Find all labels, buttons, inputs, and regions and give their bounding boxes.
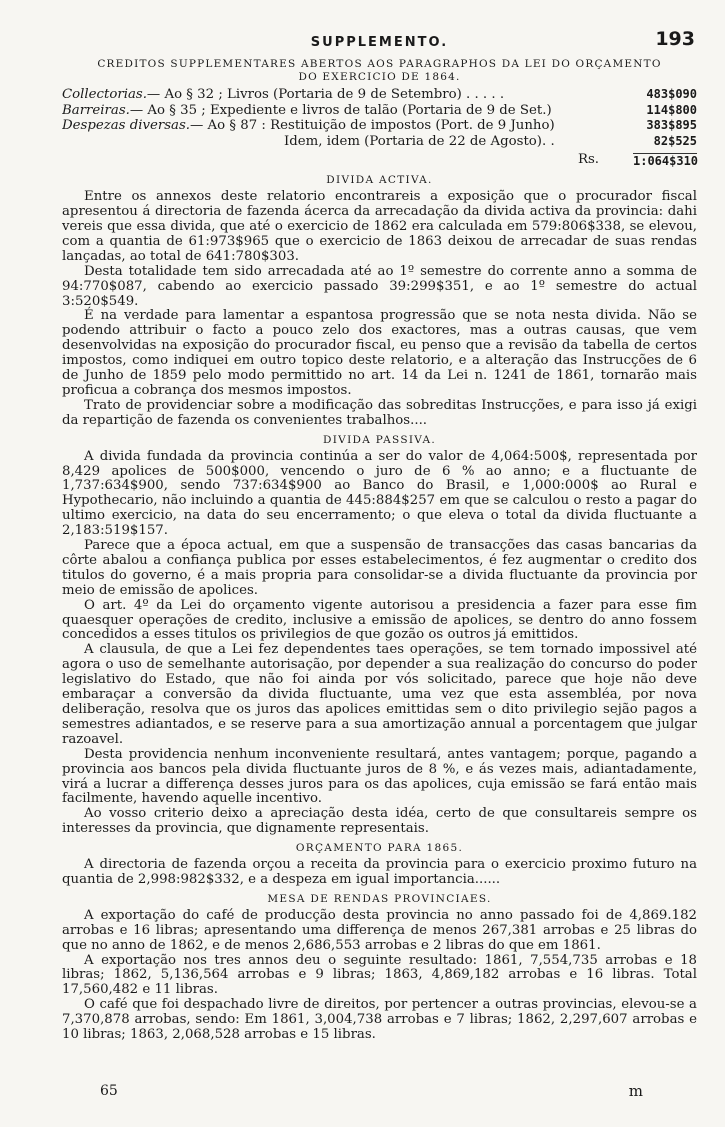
page-footer [100,1084,643,1099]
credit-total [62,153,697,169]
paragraph: Trato de providenciar sobre a modificação das sobreditas Instrucções, e para isso já exigi da repartição de fazenda os convenientes trabalhos.... [62,397,697,428]
page-number: 193 [655,28,695,50]
running-title: SUPPLEMENTO. [310,35,449,50]
credits-table [62,87,697,169]
credit-total-label: Rs. [577,152,599,168]
credit-label-text: Idem, idem (Portaria de 22 de Agosto). . [284,134,555,149]
section-title-mesa-rendas: MESA DE RENDAS PROVINCIAES. [267,892,492,905]
paragraph: A divida fundada da provincia continúa a ser do valor de 4,064:500$, representada por 8,429 apolices de 500$000, vencendo o juro de 6 % ao anno; e a fluctuante de 1,737:634$900, sendo 737:634$900 ao Banco do Brasil, e 1,000:000$ ao Rural e Hypothecario, não incluindo a quantia de 445:884$257 em que se calculou o resto a pagar do ultimo exercicio, na data do seu encerramento; o que eleva o total da divida fluctuante a 2,183:519$157. [62,448,697,539]
paragraph: Parece que a época actual, em que a suspensão de transacções das casas bancarias da côrte abalou a confiança publica por esses estabelecimentos, é fez augmentar o credito dos titulos do governo, é a mais propria para consolidar-se a divida fluctuante da provincia por meio de emissão de apolices. [62,538,697,598]
credit-label [62,135,633,150]
paragraph: Desta providencia nenhum inconveniente resultará, antes vantagem; porque, pagando a provincia aos bancos pela divida fluctuante juros de 8 %, e ás vezes mais, adiantadamente, virá a lucrar a differença desses juros para os das apolices, cuja emissão se fará então mais facilmente, havendo aquelle incentivo. [62,746,697,807]
paragraph: O art. 4º da Lei do orçamento vigente autorisou a presidencia a fazer para esse fim quaesquer operações de credito, inclusive a emissão de apolices, se dentro do anno fossem concedidos a esses titulos os privilegios de que gozão os outros já emittidos. [62,597,697,643]
credit-amount: 82$525 [653,133,697,148]
credit-label-italic: Collectorias.— [62,88,161,102]
paragraph: É na verdade para lamentar a espantosa progressão que se nota nesta divida. Não se podendo attribuir o facto a pouco zelo dos exactores, mas a outras causas, que vem desenvolvidas na exposição do procurador fiscal, eu penso que a revisão da tabella de certos impostos, como indiquei em outro topico deste relatorio, e a alteração das Instrucções de 6 de Junho de 1859 pelo modo permittido no art. 14 da Lei n. 1241 de 1861, tornarão mais proficua a cobrança dos mesmos impostos. [62,308,697,398]
paragraph: A directoria de fazenda orçou a receita da provincia para o exercicio proximo futuro na quantia de 2,998:982$332, e a despeza em igual importancia...... [62,857,697,887]
paragraph: A clausula, de que a Lei fez dependentes taes operações, se tem tornado impossivel até agora o uso de semelhante autorisação, por depender a sua realização do concurso do poder legislativo do Estado, que não foi ainda por vós solicitado, parece que hoje não deve embaraçar a conversão da divida fluctuante, uma vez que esta assembléa, por nova deliberação, resolva que os juros das apolices emittidas sem o dito privilegio sejão pagos a semestres adiantados, e se reserve para a sua amortização annual a porcentagem que julgar razoavel. [62,642,697,747]
credit-row [62,118,697,134]
credit-label-italic: Despezas diversas.— [62,119,204,134]
section-title-divida-passiva: DIVIDA PASSIVA. [323,433,436,446]
running-head [62,30,697,54]
credit-amount: 114$800 [646,102,697,117]
sheet-number: 65 [100,1083,118,1099]
paragraph: Desta totalidade tem sido arrecadada até ao 1º semestre do corrente anno a somma de 94:770$087, cabendo ao exercicio passado 39:299$351, e ao 1º semestre do actual 3:520$549. [62,263,697,309]
paragraph: O café que foi despachado livre de direitos, por pertencer a outras provincias, elevou-se a 7,370,878 arrobas, sendo: Em 1861, 3,004,738 arrobas e 7 libras; 1862, 2,297,607 arrobas e 10 libras; 1863, 2,068,528 arrobas e 15 libras. [62,997,697,1043]
credit-row [62,134,697,150]
credit-label [62,88,633,103]
credit-label-italic: Barreiras.— [62,103,144,118]
credits-heading [62,58,697,84]
credit-label-text: Ao § 35 ; Expediente e livros de talão (Portaria de 9 de Set.) [143,103,552,118]
credit-label-text: Ao § 32 ; Livros (Portaria de 9 de Setembro) . . . . . [160,88,505,102]
credit-row [62,103,697,119]
credit-row [62,87,697,103]
paragraph: Entre os annexos deste relatorio encontrareis a exposição que o procurador fiscal apresentou á directoria de fazenda ácerca da arrecadação da divida activa da provincia: dahi vereis que essa divida, que até o exercicio de 1862 era calculada em 579:806$338, se elevou, com a quantia de 61:973$965 que o exercicio de 1863 deixou de arrecadar de suas rendas lançadas, ao total de 641:780$303. [62,189,697,264]
paragraph: A exportação nos tres annos deu o seguinte resultado: 1861, 7,554,735 arrobas e 18 libras; 1862, 5,136,564 arrobas e 9 libras; 1863, 4,869,182 arrobas e 16 libras. Total 17,560,482 e 11 libras. [62,952,697,998]
credits-heading-line2: DO EXERCICIO DE 1864. [298,71,461,83]
section-title-orcamento: ORÇAMENTO PARA 1865. [295,842,464,855]
credits-heading-line1: CREDITOS SUPPLEMENTARES ABERTOS AOS PARAGRAPHOS DA LEI DO ORÇAMENTO [97,58,662,70]
signature-mark: m [628,1082,643,1100]
credit-total-amount: 1:064$310 [633,154,699,169]
credit-amount: 383$895 [646,118,697,133]
paragraph: A exportação do café de producção desta provincia no anno passado foi de 4,869.182 arrobas e 16 libras; apresentando uma differença de menos 267,381 arrobas e 25 libras do que no anno de 1862, e de menos 2,686,553 arrobas e 2 libras do que em 1861. [62,907,697,953]
paragraph: Ao vosso criterio deixo a apreciação desta idéa, certo de que consultareis sempre os interesses da provincia, que dignamente representais. [62,806,697,837]
credit-label-text: Ao § 87 : Restituição de impostos (Port. de 9 Junho) [203,119,555,134]
section-title-divida-activa: DIVIDA ACTIVA. [326,174,433,187]
credit-label [62,104,633,119]
credit-amount: 483$090 [646,87,697,101]
credit-label [62,119,633,134]
